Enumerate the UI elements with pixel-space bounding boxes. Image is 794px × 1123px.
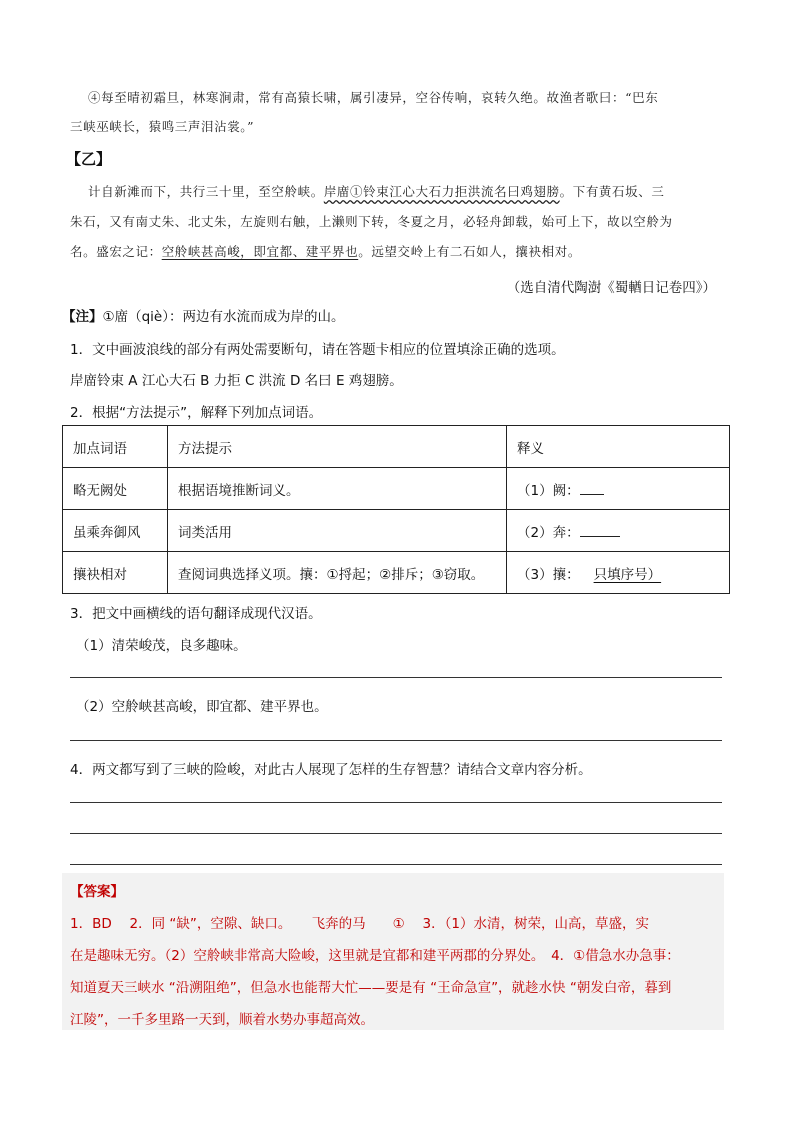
meaning-label: （2）奔：: [517, 524, 580, 541]
question-3-item: （2）空舲峡甚高峻，即宜都、建平界也。: [76, 699, 328, 715]
question-3: 3．把文中画横线的语句翻译成现代汉语。: [70, 606, 322, 622]
answer-line-text: 知道夏天三峡水 “沿溯阻绝”，但急水也能帮大忙——要是有 “王命急宣”，就趁水快 “朝发白帝，暮到: [70, 980, 672, 996]
table-cell-word: 攘袂相对: [63, 552, 168, 594]
passage-text: 。远望交岭上有二石如人，攘袂相对。: [358, 244, 581, 259]
table-cell-meaning: [507, 510, 730, 552]
table-cell-meaning: [507, 468, 730, 510]
question-1: 1．文中画波浪线的部分有两处需要断句，请在答题卡相应的位置填涂正确的选项。: [70, 342, 565, 358]
table-header: 加点词语: [63, 426, 168, 468]
table-header: 方法提示: [168, 426, 507, 468]
passage-jia-line: 三峡巫峡长，猿鸣三声泪沾裳。”: [70, 119, 255, 134]
answer-line[interactable]: [70, 833, 722, 834]
table-header: 释义: [507, 426, 730, 468]
passage-yi-label: 【乙】: [66, 150, 112, 168]
table-row: [63, 468, 730, 510]
table-cell-word: 略无阙处: [63, 468, 168, 510]
passage-text: 。下有黄石坂、三: [559, 184, 665, 199]
question-3-item: （1）清荣峻茂，良多趣味。: [76, 638, 247, 654]
answer-label: 【答案】: [70, 884, 124, 900]
table-row: [63, 552, 730, 594]
answer-blank[interactable]: [580, 522, 620, 537]
passage-text: 计自新滩而下，共行三十里，至空舲峡。: [88, 184, 324, 199]
meaning-label: （1）阙：: [517, 482, 580, 499]
wavy-underlined-text: 岸庿①铃束江心大石力拒洪流名曰鸡翅膀: [323, 184, 560, 199]
question-1-options: 岸庿铃束 A 江心大石 B 力拒 C 洪流 D 名曰 E 鸡翅膀。: [70, 373, 403, 389]
passage-yi-line: 朱石，又有南丈朱、北丈朱，左旋则右触，上濑则下转，冬夏之月，必轻舟卸载，始可上下，故以空舲为: [70, 214, 673, 229]
table-cell-meaning: [507, 552, 730, 594]
answer-line[interactable]: [70, 802, 722, 803]
table-cell-method: 根据语境推断词义。: [168, 468, 507, 510]
answer-blank[interactable]: [580, 480, 604, 495]
table-header-row: [63, 426, 730, 468]
answer-line-text: 在是趣味无穷。（2）空舲峡非常高大险峻，这里就是宜都和建平两郡的分界处。 4．①借急水办急事：: [70, 948, 680, 964]
note-label: 【注】: [62, 309, 103, 325]
question-4: 4．两文都写到了三峡的险峻，对此古人展现了怎样的生存智慧？请结合文章内容分析。: [70, 762, 592, 778]
answer-line-text: 1．BD 2．同 “缺”，空隙、缺口。 飞奔的马 ① 3．（1）水清，树荣，山高，草盛，实: [70, 916, 649, 932]
answer-line[interactable]: [70, 740, 722, 741]
passage-yi-line: [70, 242, 581, 260]
underlined-text: 空舲峡甚高峻，即宜都、建平界也: [161, 244, 359, 259]
note-text: ①庿（qiè）：两边有水流而成为岸的山。: [102, 309, 345, 325]
passage-yi-line: [88, 182, 664, 200]
note: [62, 305, 344, 325]
answer-line[interactable]: [70, 864, 722, 865]
table-row: [63, 510, 730, 552]
answer-hint[interactable]: 只填序号）: [593, 566, 662, 583]
answer-line-text: 江陵”，一千多里路一天到，顺着水势办事超高效。: [70, 1012, 374, 1028]
table-cell-method: 查阅词典选择义项。攘：①捋起；②排斥；③窃取。: [168, 552, 507, 594]
passage-source: （选自清代陶澍《蜀輶日记卷四》）: [506, 280, 716, 296]
methods-table: [62, 425, 730, 594]
passage-text: 名。盛宏之记：: [70, 244, 162, 259]
meaning-label: （3）攘：: [517, 566, 580, 583]
question-2: 2．根据“方法提示”，解释下列加点词语。: [70, 405, 323, 421]
table-cell-word: 虽乘奔御风: [63, 510, 168, 552]
passage-jia-line: ④每至晴初霜旦，林寒涧肃，常有高猿长啸，属引凄异，空谷传响，哀转久绝。故渔者歌曰：“巴东: [88, 90, 659, 105]
answer-line[interactable]: [70, 677, 722, 678]
table-cell-method: 词类活用: [168, 510, 507, 552]
